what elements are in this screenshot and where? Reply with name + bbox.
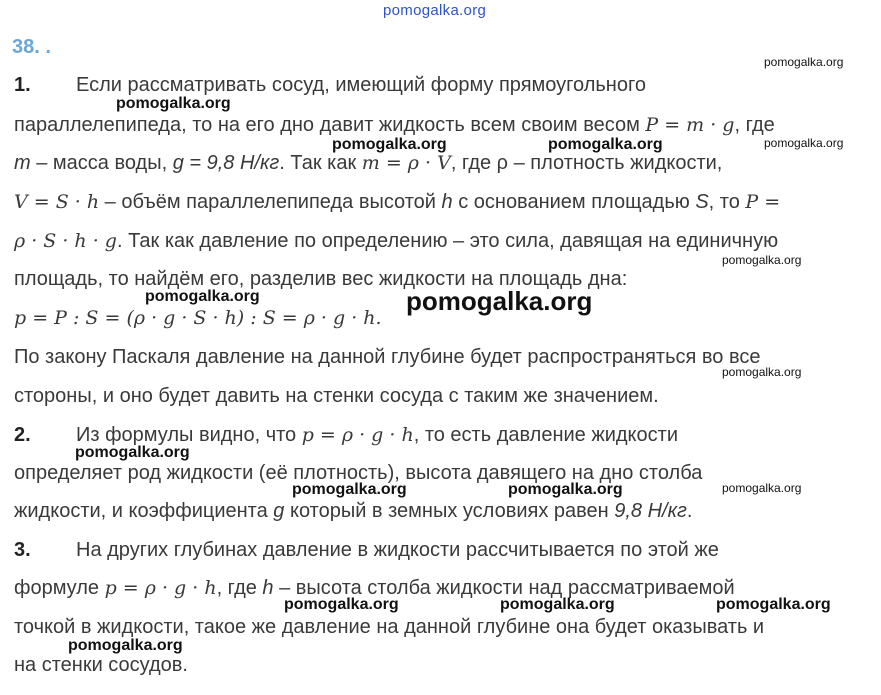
watermark: pomogalka.org: [508, 481, 623, 498]
item1-line2: параллелепипеда, то на его дно давит жидкость всем своим весом P = m · g, где: [14, 114, 775, 136]
item2-number: 2.: [14, 424, 31, 446]
item3-line4: на стенки сосудов.: [14, 654, 188, 676]
formula-mass: m = ρ · V: [361, 152, 451, 174]
item1-line6: площадь, то найдём его, разделив вес жидкости на площадь дна:: [14, 268, 628, 290]
item1-line3: m – масса воды, g = 9,8 Н/кг. Так как m = ρ · V, где ρ – плотность жидкости,: [14, 152, 723, 174]
watermark: pomogalka.org: [332, 136, 447, 153]
watermark: pomogalka.org: [500, 596, 615, 613]
item3-line1: 3. На других глубинах давление в жидкости рассчитывается по этой же: [14, 539, 719, 561]
watermark: pomogalka.org: [716, 596, 831, 613]
item1-line7: [14, 306, 382, 330]
item1-line8: По закону Паскаля давление на данной глубине будет распространяться во все: [14, 346, 761, 368]
formula-weight-full: ρ · S · h · g: [14, 230, 117, 252]
item1-line1: 1. Если рассматривать сосуд, имеющий форму прямоугольного: [14, 74, 646, 96]
exercise-number: 38. .: [12, 36, 51, 58]
formula-volume: V = S · h: [14, 191, 100, 213]
item1-line9: стороны, и оно будет давить на стенки сосуда с таким же значением.: [14, 385, 659, 407]
watermark: pomogalka.org: [722, 253, 802, 267]
watermark: pomogalka.org: [722, 481, 802, 495]
item2-line1: 2. Из формулы видно, что p = ρ · g · h, то есть давление жидкости: [14, 424, 678, 446]
watermark: pomogalka.org: [75, 444, 190, 461]
item1-line5: ρ · S · h · g. Так как давление по определению – это сила, давящая на единичную: [14, 230, 779, 252]
watermark: pomogalka.org: [722, 365, 802, 379]
watermark: pomogalka.org: [764, 136, 844, 150]
item3-number: 3.: [14, 539, 31, 561]
watermark: pomogalka.org: [68, 637, 183, 654]
formula-pressure-2: p = ρ · g · h: [301, 424, 414, 446]
item3-line3: точкой в жидкости, такое же давление на данной глубине она будет оказывать и: [14, 616, 765, 638]
watermark: pomogalka.org: [116, 95, 231, 112]
watermark: pomogalka.org: [548, 136, 663, 153]
watermark: pomogalka.org: [406, 286, 593, 316]
formula-pressure-3: p = ρ · g · h: [104, 577, 217, 599]
formula-weight: P = m · g: [645, 114, 735, 136]
item1-number: 1.: [14, 74, 31, 96]
watermark: pomogalka.org: [145, 288, 260, 305]
item2-line3: жидкости, и коэффициента g который в земных условиях равен 9,8 Н/кг.: [14, 500, 693, 522]
watermark: pomogalka.org: [284, 596, 399, 613]
item1-line4: V = S · h – объём параллелепипеда высотой h с основанием площадью S, то P =: [14, 191, 781, 213]
watermark: pomogalka.org: [764, 55, 844, 69]
formula-pressure: p = P : S = (ρ · g · S · h) : S = ρ · g · h.: [14, 307, 382, 329]
watermark-top: pomogalka.org: [383, 2, 487, 19]
watermark: pomogalka.org: [292, 481, 407, 498]
item3-line2: формуле p = ρ · g · h, где h – высота столба жидкости над рассматриваемой: [14, 577, 735, 599]
item2-line2: определяет род жидкости (её плотность), высота давящего на дно столба: [14, 462, 703, 484]
